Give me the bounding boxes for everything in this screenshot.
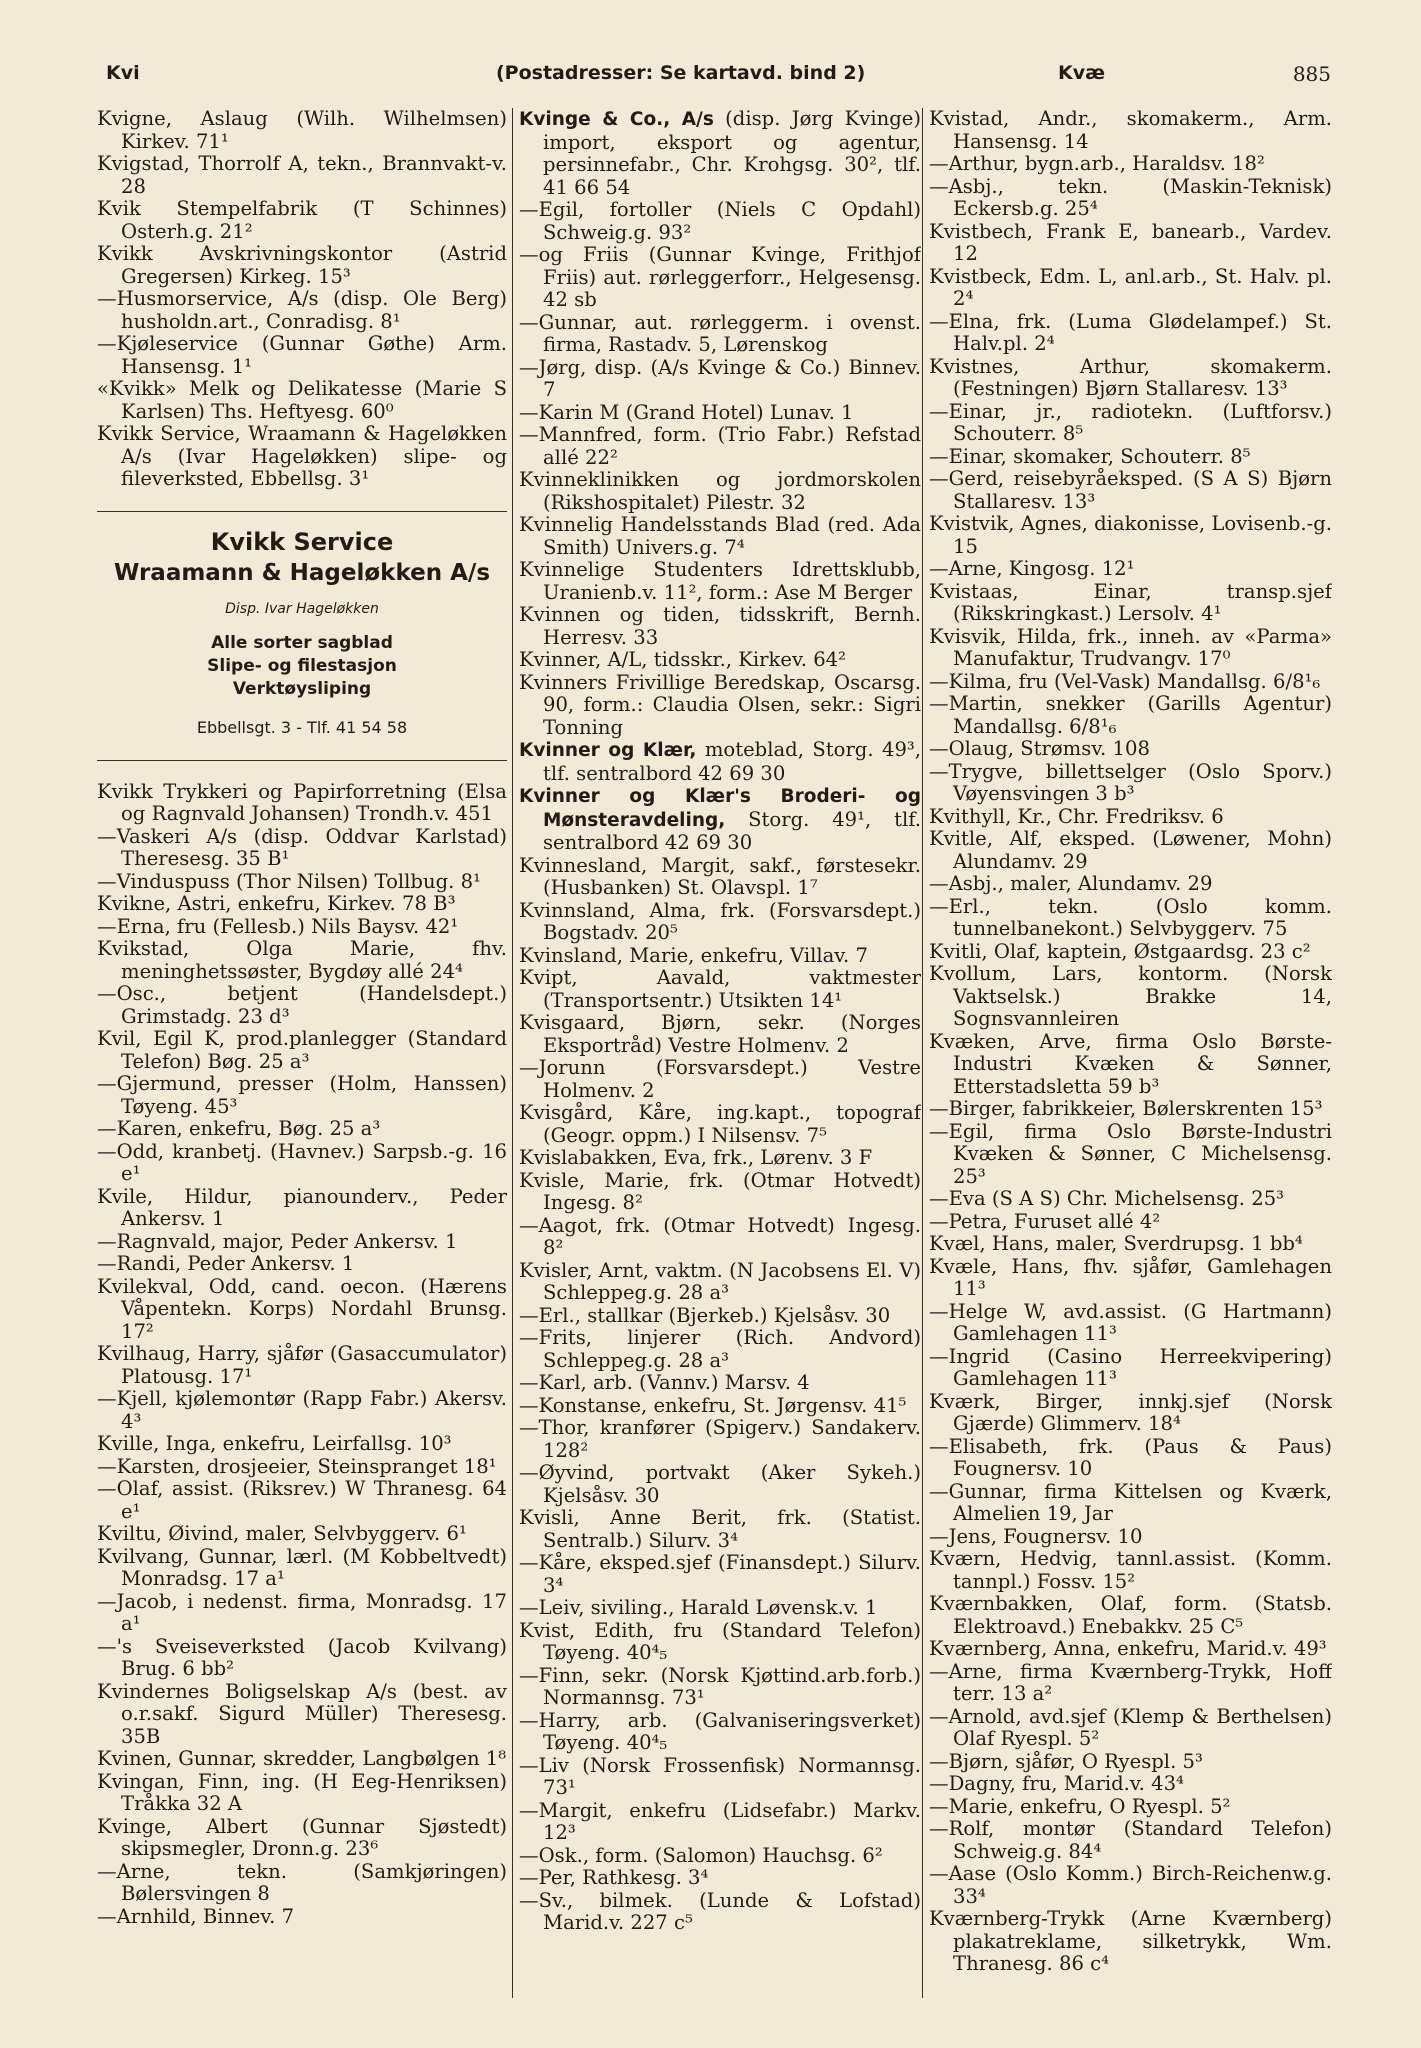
entry-text: —Konstanse, enkefru, St. Jørgensv. 41⁵ — [519, 1393, 907, 1417]
ad-line-1: Alle sorter sagblad — [211, 633, 393, 653]
directory-entry: —Petra, Furuset allé 4² — [929, 1209, 1161, 1233]
entry-text: Kvinner, A/L, tidsskr., Kirkev. 64² — [519, 648, 846, 671]
entry-text: moteblad, Storg. 49³, tlf. sentralbord 42 69 30 — [543, 738, 921, 785]
directory-entry: —Egil, firma Oslo Børste-Industri Kvæken & Sønner, C Michelsensg. 25³ — [929, 1119, 1332, 1188]
directory-entry: —Arthur, bygn.arb., Haraldsv. 18² — [929, 152, 1265, 175]
directory-entry: —Kjøleservice (Gunnar Gøthe) Arm. Hansensg. 1¹ — [97, 332, 507, 378]
entry-text: —Egil, fortoller (Niels C Opdahl) Schweig.g. 93² — [519, 198, 921, 244]
directory-entry: —Gjermund, presser (Holm, Hanssen) Tøyeng. 45³ — [97, 1072, 507, 1118]
directory-entry: Kvitle, Alf, eksped. (Løwener, Mohn) Alundamv. 29 — [929, 827, 1332, 873]
directory-entry — [519, 514, 921, 559]
directory-entry — [519, 244, 921, 312]
directory-entry: —Trygve, billettselger (Oslo Sporv.) Vøyensvingen 3 b³ — [929, 759, 1332, 805]
page-header — [96, 62, 1331, 96]
entry-text: Kvinnsland, Alma, frk. (Forsvarsdept.) Bogstadv. 20⁵ — [519, 898, 921, 944]
directory-entry: —Erl., tekn. (Oslo komm. tunnelbanekont.) Selvbyggerv. 75 — [929, 894, 1332, 940]
directory-entry — [519, 1057, 921, 1102]
entry-text: Kvinners Frivillige Beredskap, Oscarsg. 90, form.: Claudia Olsen, sekr.: Sigri Tonning — [519, 670, 921, 739]
entry-text: Kvislabakken, Eva, frk., Lørenv. 3 F — [519, 1146, 873, 1169]
entry-text: Kvisgård, Kåre, ing.kapt., topograf (Geogr. oppm.) I Nilsensv. 7⁵ — [519, 1101, 921, 1147]
ad-title: Kvikk Service — [210, 527, 394, 556]
directory-entry: Kvikk Trykkeri og Papirforretning (Elsa og Ragnvald Johansen) Trondh.v. 451 — [97, 779, 507, 825]
directory-entry — [519, 1867, 921, 1890]
entry-bold-name: Kvinner og Klær's Broderi- og Mønsteravdeling, — [519, 786, 921, 831]
directory-entry: Kvinge, Albert (Gunnar Sjøstedt) skipsmegler, Dronn.g. 23⁶ — [97, 1814, 507, 1860]
directory-entry: —Bjørn, sjåfør, O Ryespl. 5³ — [929, 1749, 1203, 1773]
entry-text: —Karin M (Grand Hotel) Lunav. 1 — [519, 400, 854, 424]
entry-bold-name: Kvinner og Klær, — [519, 740, 697, 761]
entry-text: —Leiv, siviling., Harald Løvensk.v. 1 — [519, 1596, 878, 1619]
column-3 — [922, 108, 1332, 1998]
directory-entry — [519, 967, 921, 1012]
directory-entry: —Kjell, kjølemontør (Rapp Fabr.) Akersv. 4³ — [97, 1387, 507, 1433]
ad-line-2: Slipe- og filestasjon — [207, 656, 397, 676]
directory-entry: Kvilvang, Gunnar, lærl. (M Kobbeltvedt) Monradsg. 17 a¹ — [97, 1544, 507, 1590]
directory-entry: Kvithyll, Kr., Chr. Fredriksv. 6 — [929, 804, 1224, 828]
directory-entry — [519, 424, 921, 469]
directory-entry: —Arne, firma Kværnberg-Trykk, Hoff terr. 13 a² — [929, 1659, 1332, 1705]
directory-entry — [519, 402, 921, 425]
directory-entry — [519, 1800, 921, 1845]
entry-text: —Frits, linjerer (Rich. Andvord) Schleppeg.g. 28 a³ — [519, 1326, 921, 1372]
entry-text: Kvinnelige Studenters Idrettsklubb, Uranienb.v. 11², form.: Ase M Berger — [519, 558, 921, 604]
directory-entry: Kvigstad, Thorrolf A, tekn., Brannvakt-v. 28 — [97, 152, 507, 198]
directory-entry: —Erna, fru (Fellesb.) Nils Baysv. 42¹ — [97, 914, 459, 938]
directory-entry: Kværn, Hedvig, tannl.assist. (Komm. tannpl.) Fossv. 15² — [929, 1547, 1332, 1593]
directory-entry: —Husmorservice, A/s (disp. Ole Berg) husholdn.art., Conradisg. 8¹ — [97, 287, 507, 333]
directory-entry: —Asbj., maler, Alundamv. 29 — [929, 872, 1213, 895]
ad-disp: Disp. Ivar Hageløkken — [225, 600, 379, 617]
directory-entry — [519, 1170, 921, 1215]
entry-text: —Osk., form. (Salomon) Hauchsg. 6² — [519, 1843, 883, 1867]
ad-line-3: Verktøysliping — [232, 679, 372, 699]
directory-entry — [519, 945, 921, 968]
directory-entry — [519, 1462, 921, 1507]
directory-entry: Kvikk Avskrivningskontor (Astrid Gregersen) Kirkeg. 15³ — [97, 242, 507, 288]
directory-entry — [519, 1417, 921, 1462]
entry-text: Kvisler, Arnt, vaktm. (N Jacobsens El. V) Schleppeg.g. 28 a³ — [519, 1258, 921, 1304]
advertisement-box — [97, 511, 507, 761]
directory-entry — [519, 649, 921, 672]
entry-text: —Erl., stallkar (Bjerkeb.) Kjelsåsv. 30 — [519, 1303, 891, 1327]
entry-text: Kvipt, Aavald, vaktmester (Transportsentr.) Utsikten 14¹ — [519, 966, 921, 1012]
ad-company: Wraamann & Hageløkken A/s — [113, 559, 491, 586]
directory-entry — [519, 357, 921, 402]
column-2-entries — [519, 108, 921, 1935]
column-1-entries-top — [97, 108, 507, 491]
entry-text: Kvisgaard, Bjørn, sekr. (Norges Eksportråd) Vestre Holmenv. 2 — [519, 1011, 921, 1057]
directory-entry: Kvingan, Finn, ing. (H Eeg-Henriksen) Tråkka 32 A — [97, 1769, 507, 1815]
column-1 — [97, 108, 507, 1998]
header-right-guide: Kvæ — [1058, 62, 1106, 84]
directory-entry: Kvisvik, Hilda, frk., inneh. av «Parma» Manufaktur, Trudvangv. 17⁰ — [929, 624, 1332, 670]
directory-entry: Kvistaas, Einar, transp.sjef (Rikskringkast.) Lersolv. 4¹ — [929, 579, 1332, 625]
directory-entry: —Aase (Oslo Komm.) Birch-Reichenw.g. 33⁴ — [929, 1862, 1332, 1908]
directory-entry: —Asbj., tekn. (Maskin-Teknisk) Eckersb.g. 25⁴ — [929, 174, 1332, 220]
directory-entry — [519, 1890, 921, 1935]
directory-entry: Kvistad, Andr., skomakerm., Arm. Hansensg. 14 — [929, 108, 1332, 153]
directory-entry — [519, 739, 921, 785]
entry-text: Kvinnesland, Margit, sakf., førstesekr. (Husbanken) St. Olavspl. 1⁷ — [519, 853, 921, 899]
directory-entry — [519, 1372, 921, 1395]
directory-entry — [519, 1395, 921, 1418]
ad-footer: Ebbellsgt. 3 - Tlf. 41 54 58 — [196, 718, 408, 737]
entry-text: —Karl, arb. (Vannv.) Marsv. 4 — [519, 1371, 810, 1394]
directory-entry: —Olaf, assist. (Riksrev.) W Thranesg. 64 e¹ — [97, 1477, 507, 1523]
directory-entry: —Ragnvald, major, Peder Ankersv. 1 — [97, 1229, 458, 1253]
directory-entry: Kvilekval, Odd, cand. oecon. (Hærens Våpentekn. Korps) Nordahl Brunsg. 17² — [97, 1274, 507, 1343]
directory-entry — [519, 1147, 921, 1170]
directory-entry: Kvik Stempelfabrik (T Schinnes) Osterh.g. 21² — [97, 197, 507, 243]
directory-entry — [519, 1665, 921, 1710]
directory-entry: —Marie, enkefru, O Ryespl. 5² — [929, 1794, 1231, 1818]
entry-text: (disp. Jørg Kvinge) import, eksport og agentur, persinnefabr., Chr. Krohgsg. 30², tlf. 41 66 54 — [543, 108, 921, 199]
entry-text: Kvisli, Anne Berit, frk. (Statist. Sentralb.) Silurv. 3⁴ — [519, 1506, 921, 1552]
directory-entry: Kværnbakken, Olaf, form. (Statsb. Elektroavd.) Enebakkv. 25 C⁵ — [929, 1592, 1332, 1638]
directory-entry: Kvistvik, Agnes, diakonisse, Lovisenb.-g. 15 — [929, 512, 1332, 558]
directory-entry: —Odd, kranbetj. (Havnev.) Sarpsb.-g. 16 e¹ — [97, 1139, 507, 1185]
directory-entry — [519, 1327, 921, 1372]
directory-entry: Kvikne, Astri, enkefru, Kirkev. 78 B³ — [97, 892, 456, 915]
directory-entry: —Randi, Peder Ankersv. 1 — [97, 1252, 355, 1275]
directory-entry: Kvikk Service, Wraamann & Hageløkken A/s (Ivar Hageløkken) slipe- og fileverksted, Ebbellsg. 3¹ — [97, 422, 507, 490]
directory-entry: Kvæken, Arve, firma Oslo Børste-Industri Kvæken & Sønner, Etterstadsletta 59 b³ — [929, 1029, 1332, 1098]
directory-entry: Kvollum, Lars, kontorm. (Norsk Vaktselsk.) Brakke 14, Sognsvannleiren — [929, 962, 1332, 1030]
directory-entry: —Kilma, fru (Vel-Vask) Mandallsg. 6/8¹₆ — [929, 669, 1321, 693]
directory-entry: Kvistnes, Arthur, skomakerm. (Festningen) Bjørn Stallaresv. 13³ — [929, 354, 1332, 400]
directory-entry: —Dagny, fru, Marid.v. 43⁴ — [929, 1772, 1184, 1795]
entry-text: —Per, Rathkesg. 3⁴ — [519, 1866, 709, 1889]
entry-text: Kvisle, Marie, frk. (Otmar Hotvedt) Ingesg. 8² — [519, 1168, 921, 1214]
directory-entry: Kvinen, Gunnar, skredder, Langbølgen 1⁸ — [97, 1747, 507, 1770]
directory-entry — [519, 1102, 921, 1147]
directory-entry: —Rolf, montør (Standard Telefon) Schweig.g. 84⁴ — [929, 1817, 1332, 1863]
directory-entry: Kviltu, Øivind, maler, Selvbyggerv. 6¹ — [97, 1522, 467, 1545]
entry-text: —Jørg, disp. (A/s Kvinge & Co.) Binnev. 7 — [519, 355, 921, 401]
directory-entry: Kvile, Hildur, pianounderv., Peder Ankersv. 1 — [97, 1184, 507, 1230]
directory-entry: Kville, Inga, enkefru, Leirfallsg. 10³ — [97, 1432, 452, 1455]
directory-entry: Kværnberg-Trykk (Arne Kværnberg) plakatreklame, silketrykk, Wm. Thranesg. 86 c⁴ — [929, 1907, 1332, 1975]
entry-text: Kvinnelig Handelsstands Blad (red. Ada Smith) Univers.g. 7⁴ — [519, 513, 921, 559]
directory-entry — [519, 199, 921, 244]
directory-entry: —Ingrid (Casino Herreekvipering) Gamlehagen 11³ — [929, 1344, 1332, 1390]
directory-entry — [519, 1755, 921, 1800]
directory-entry: —Vinduspuss (Thor Nilsen) Tollbug. 8¹ — [97, 869, 481, 893]
entry-text: —Sv., bilmek. (Lunde & Lofstad) Marid.v. 227 c⁵ — [519, 1888, 921, 1934]
header-left-guide: Kvi — [106, 62, 140, 84]
entry-text: —Harry, arb. (Galvaniseringsverket) Tøyeng. 40⁴₅ — [519, 1708, 921, 1754]
directory-entry: —Jens, Fougnersv. 10 — [929, 1524, 1143, 1548]
directory-entry — [519, 672, 921, 740]
entry-text: Kvist, Edith, fru (Standard Telefon) Tøyeng. 40⁴₅ — [519, 1618, 921, 1664]
directory-entry: —Olaug, Strømsv. 108 — [929, 737, 1150, 760]
directory-entry: Kvilhaug, Harry, sjåfør (Gasaccumulator) Platousg. 17¹ — [97, 1342, 507, 1388]
directory-entry: —Eva (S A S) Chr. Michelsensg. 25³ — [929, 1187, 1285, 1210]
entry-text: —og Friis (Gunnar Kvinge, Frithjof Friis) aut. rørleggerforr., Helgesensg. 42 sb — [519, 243, 921, 311]
directory-entry: —Karen, enkefru, Bøg. 25 a³ — [97, 1117, 381, 1140]
directory-entry: —Osc., betjent (Handelsdept.) Grimstadg. 23 d³ — [97, 982, 507, 1028]
column-1-entries-bottom — [97, 781, 507, 1929]
directory-entry — [519, 1215, 921, 1260]
directory-entry: —Einar, jr., radiotekn. (Luftforsv.) Schouterr. 8⁵ — [929, 399, 1332, 445]
directory-entry — [519, 785, 921, 855]
entry-text: —Finn, sekr. (Norsk Kjøttind.arb.forb.) Normannsg. 73¹ — [519, 1663, 921, 1709]
entry-text: —Liv (Norsk Frossenfisk) Normannsg. 73¹ — [519, 1753, 921, 1799]
entry-text: —Kåre, eksped.sjef (Finansdept.) Silurv. 3⁴ — [519, 1551, 921, 1597]
directory-entry: Kværnberg, Anna, enkefru, Marid.v. 49³ — [929, 1637, 1327, 1660]
directory-entry: —'s Sveiseverksted (Jacob Kvilvang) Brug. 6 bb² — [97, 1634, 507, 1680]
directory-entry — [519, 604, 921, 649]
entry-text: —Aagot, frk. (Otmar Hotvedt) Ingesg. 8² — [519, 1213, 921, 1259]
header-center-note: (Postadresser: Se kartavd. bind 2) — [496, 62, 866, 84]
directory-entry — [519, 559, 921, 604]
directory-entry: —Jacob, i nedenst. firma, Monradsg. 17 a¹ — [97, 1589, 507, 1635]
entry-bold-name: Kvinge & Co., A/s — [519, 109, 714, 130]
directory-entry — [519, 469, 921, 514]
directory-entry: Kvæl, Hans, maler, Sverdrupsg. 1 bb⁴ — [929, 1232, 1303, 1255]
directory-entry: Kvil, Egil K, prod.planlegger (Standard Telefon) Bøg. 25 a³ — [97, 1027, 507, 1073]
directory-entry — [519, 108, 921, 199]
directory-entry: —Helge W, avd.assist. (G Hartmann) Gamlehagen 11³ — [929, 1299, 1332, 1345]
entry-text: —Gunnar, aut. rørleggerm. i ovenst. firma, Rastadv. 5, Lørenskog — [519, 310, 921, 356]
entry-text: —Øyvind, portvakt (Aker Sykeh.) Kjelsåsv. 30 — [519, 1461, 921, 1507]
directory-entry: —Martin, snekker (Garills Agentur) Mandallsg. 6/8¹₆ — [929, 692, 1332, 738]
directory-entry — [519, 1012, 921, 1057]
directory-entry: —Karsten, drosjeeier, Steinspranget 18¹ — [97, 1454, 497, 1478]
directory-entry: —Arne, Kingosg. 12¹ — [929, 557, 1135, 580]
directory-entry: Kvistbech, Frank E, banearb., Vardev. 12 — [929, 219, 1332, 265]
directory-entry — [519, 1845, 921, 1868]
directory-entry: Kvitli, Olaf, kaptein, Østgaardsg. 23 c² — [929, 939, 1311, 963]
directory-entry: —Arnold, avd.sjef (Klemp & Berthelsen) Olaf Ryespl. 5² — [929, 1704, 1332, 1750]
directory-entry: —Arne, tekn. (Samkjøringen) Bølersvingen 8 — [97, 1859, 507, 1905]
directory-entry: Kvistbeck, Edm. L, anl.arb., St. Halv. pl. 2⁴ — [929, 264, 1332, 310]
directory-entry — [519, 1710, 921, 1755]
column-3-entries — [929, 108, 1332, 1976]
directory-entry: Kvæle, Hans, fhv. sjåfør, Gamlehagen 11³ — [929, 1254, 1332, 1300]
directory-entry: —Elna, frk. (Luma Glødelampef.) St. Halv.pl. 2⁴ — [929, 309, 1332, 355]
directory-entry — [519, 1620, 921, 1665]
directory-entry — [519, 1597, 921, 1620]
directory-entry — [519, 1507, 921, 1552]
entry-text: Kvinsland, Marie, enkefru, Villav. 7 — [519, 943, 868, 967]
directory-entry: —Elisabeth, frk. (Paus & Paus) Fougnersv. 10 — [929, 1434, 1332, 1480]
directory-entry — [519, 1305, 921, 1328]
directory-entry: —Vaskeri A/s (disp. Oddvar Karlstad) Theresesg. 35 B¹ — [97, 824, 507, 870]
directory-entry: «Kvikk» Melk og Delikatesse (Marie S Karlsen) Ths. Heftyesg. 60⁰ — [97, 377, 507, 423]
column-2 — [512, 108, 921, 1998]
page-number: 885 — [1292, 62, 1331, 86]
entry-text: —Thor, kranfører (Spigerv.) Sandakerv. 128² — [519, 1416, 921, 1462]
directory-entry: —Gerd, reisebyråeksped. (S A S) Bjørn Stallaresv. 13³ — [929, 467, 1332, 513]
entry-text: Kvinnen og tiden, tidsskrift, Bernh. Herresv. 33 — [519, 603, 921, 649]
directory-entry: —Einar, skomaker, Schouterr. 8⁵ — [929, 444, 1251, 468]
directory-entry: —Arnhild, Binnev. 7 — [97, 1904, 295, 1928]
directory-entry: Kvikstad, Olga Marie, fhv. meninghetssøster, Bygdøy allé 24⁴ — [97, 937, 507, 983]
directory-entry: Kvindernes Boligselskap A/s (best. av o.r.sakf. Sigurd Müller) Theresesg. 35B — [97, 1679, 507, 1748]
directory-entry: —Gunnar, firma Kittelsen og Kværk, Almelien 19, Jar — [929, 1479, 1332, 1525]
entry-text: —Margit, enkefru (Lidsefabr.) Markv. 12³ — [519, 1798, 921, 1844]
directory-entry — [519, 855, 921, 900]
directory-entry: Kværk, Birger, innkj.sjef (Norsk Gjærde) Glimmerv. 18⁴ — [929, 1389, 1332, 1435]
directory-entry: —Birger, fabrikkeier, Bølerskrenten 15³ — [929, 1097, 1323, 1120]
directory-entry: Kvigne, Aslaug (Wilh. Wilhelmsen) Kirkev. 71¹ — [97, 108, 507, 153]
directory-entry — [519, 1260, 921, 1305]
entry-text: —Jorunn (Forsvarsdept.) Vestre Holmenv. 2 — [519, 1056, 921, 1102]
directory-entry — [519, 900, 921, 945]
directory-entry — [519, 1552, 921, 1597]
entry-text: Kvinneklinikken og jordmorskolen (Rikshospitalet) Pilestr. 32 — [519, 468, 921, 514]
entry-text: —Mannfred, form. (Trio Fabr.) Refstad allé 22² — [519, 423, 921, 469]
entry-text: Storg. 49¹, tlf. sentralbord 42 69 30 — [543, 807, 921, 854]
directory-entry — [519, 312, 921, 357]
